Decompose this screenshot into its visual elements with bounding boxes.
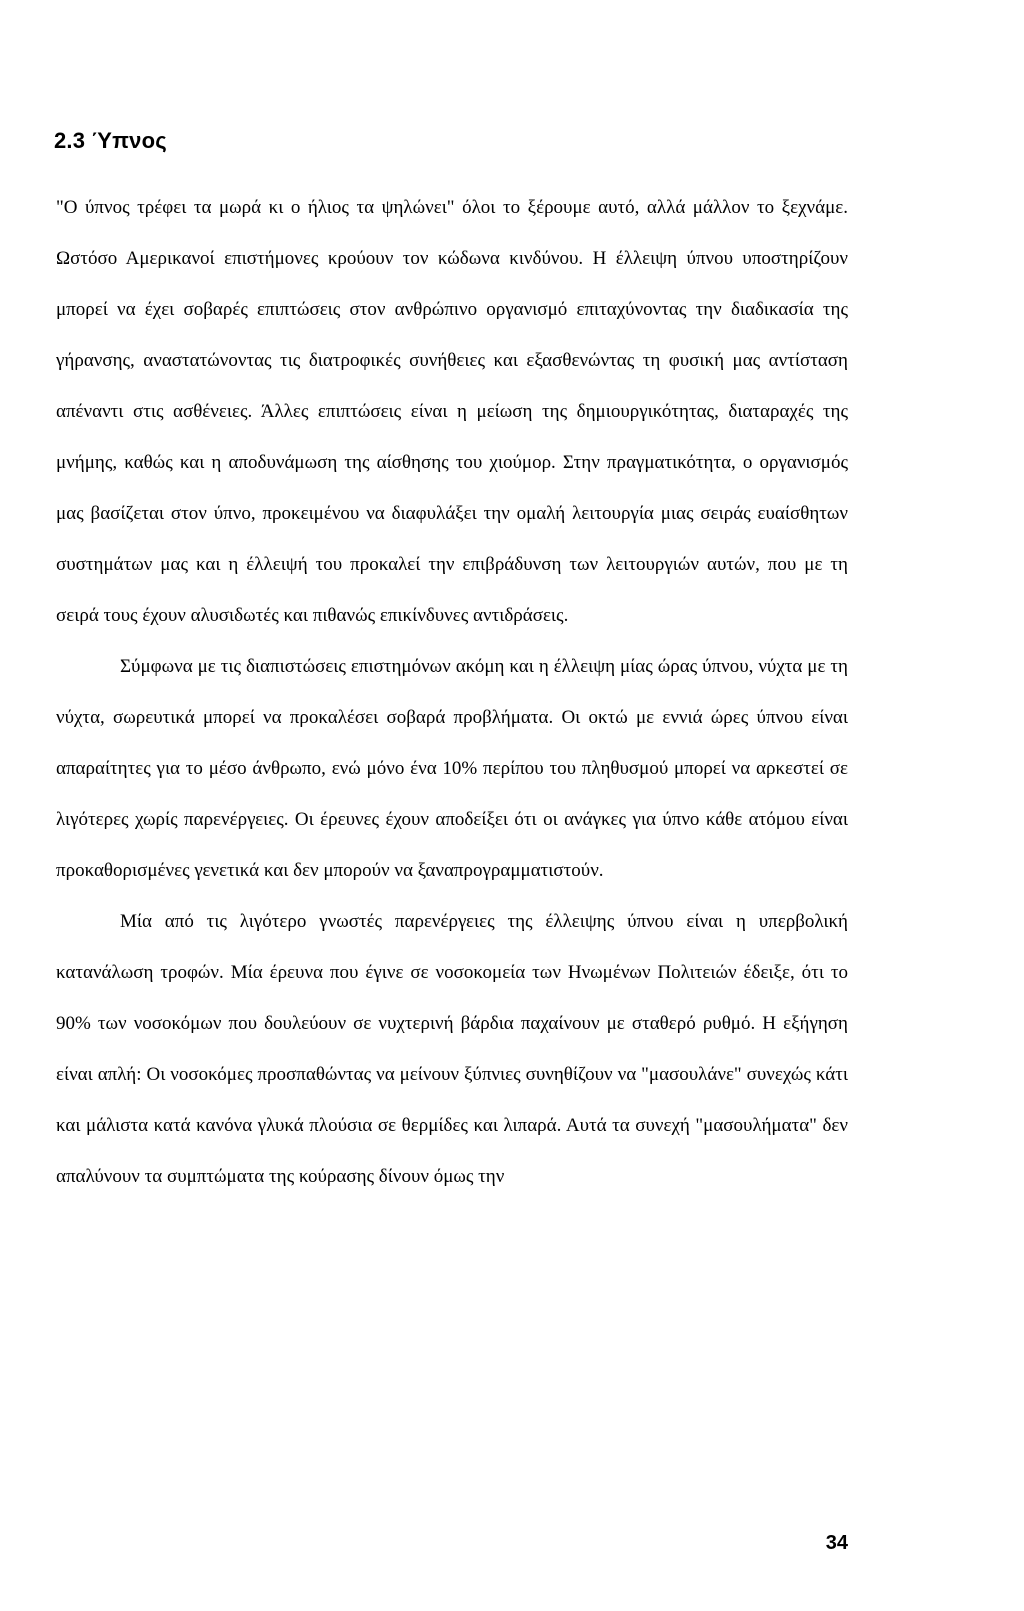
paragraph-2: Σύμφωνα με τις διαπιστώσεις επιστημόνων ακόμη και η έλλειψη μίας ώρας ύπνου, νύχτα με τη νύχτα, σωρευτικά μπορεί να προκαλέσει σοβαρά προβλήματα. Οι οκτώ με εννιά ώρες ύπνου είναι απαραίτητες για το μέσο άνθρωπο, ενώ μόνο ένα 10% περίπου του πληθυσμού μπορεί να αρκεστεί σε λιγότερες χωρίς παρενέργειες. Οι έρευνες έχουν αποδείξει ότι οι ανάγκες για ύπνο κάθε ατόμου είναι προκαθορισμένες γενετικά και δεν μπορούν να ξαναπρογραμματιστούν. — [56, 656, 848, 881]
paragraph-3: Μία από τις λιγότερο γνωστές παρενέργειες της έλλειψης ύπνου είναι η υπερβολική κατανάλωση τροφών. Μία έρευνα που έγινε σε νοσοκομεία των Ηνωμένων Πολιτειών έδειξε, ότι το 90% των νοσοκόμων που δουλεύουν σε νυχτερινή βάρδια παχαίνουν με σταθερό ρυθμό. Η εξήγηση είναι απλή: Οι νοσοκόμες προσπαθώντας να μείνουν ξύπνιες συνηθίζουν να "μασουλάνε" συνεχώς κάτι και μάλιστα κατά κανόνα γλυκά πλούσια σε θερμίδες και λιπαρά. Αυτά τα συνεχή "μασουλήματα" δεν απαλύνουν τα συμπτώματα της κούρασης δίνουν όμως την — [56, 911, 848, 1187]
section-heading: 2.3 Ύπνος — [54, 128, 167, 153]
page-number: 34 — [825, 1532, 848, 1554]
body-text — [56, 182, 848, 1202]
paragraph-1: "Ο ύπνος τρέφει τα μωρά κι ο ήλιος τα ψηλώνει" όλοι το ξέρουμε αυτό, αλλά μάλλον το ξεχνάμε. Ωστόσο Αμερικανοί επιστήμονες κρούουν τον κώδωνα κινδύνου. Η έλλειψη ύπνου υποστηρίζουν μπορεί να έχει σοβαρές επιπτώσεις στον ανθρώπινο οργανισμό επιταχύνοντας την διαδικασία της γήρανσης, αναστατώνοντας τις διατροφικές συνήθειες και εξασθενώντας τη φυσική μας αντίσταση απέναντι στις ασθένειες. Άλλες επιπτώσεις είναι η μείωση της δημιουργικότητας, διαταραχές της μνήμης, καθώς και η αποδυνάμωση της αίσθησης του χιούμορ. Στην πραγματικότητα, ο οργανισμός μας βασίζεται στον ύπνο, προκειμένου να διαφυλάξει την ομαλή λειτουργία μιας σειράς ευαίσθητων συστημάτων μας και η έλλειψή του προκαλεί την επιβράδυνση των λειτουργιών αυτών, που με τη σειρά τους έχουν αλυσιδωτές και πιθανώς επικίνδυνες αντιδράσεις. — [56, 197, 848, 626]
